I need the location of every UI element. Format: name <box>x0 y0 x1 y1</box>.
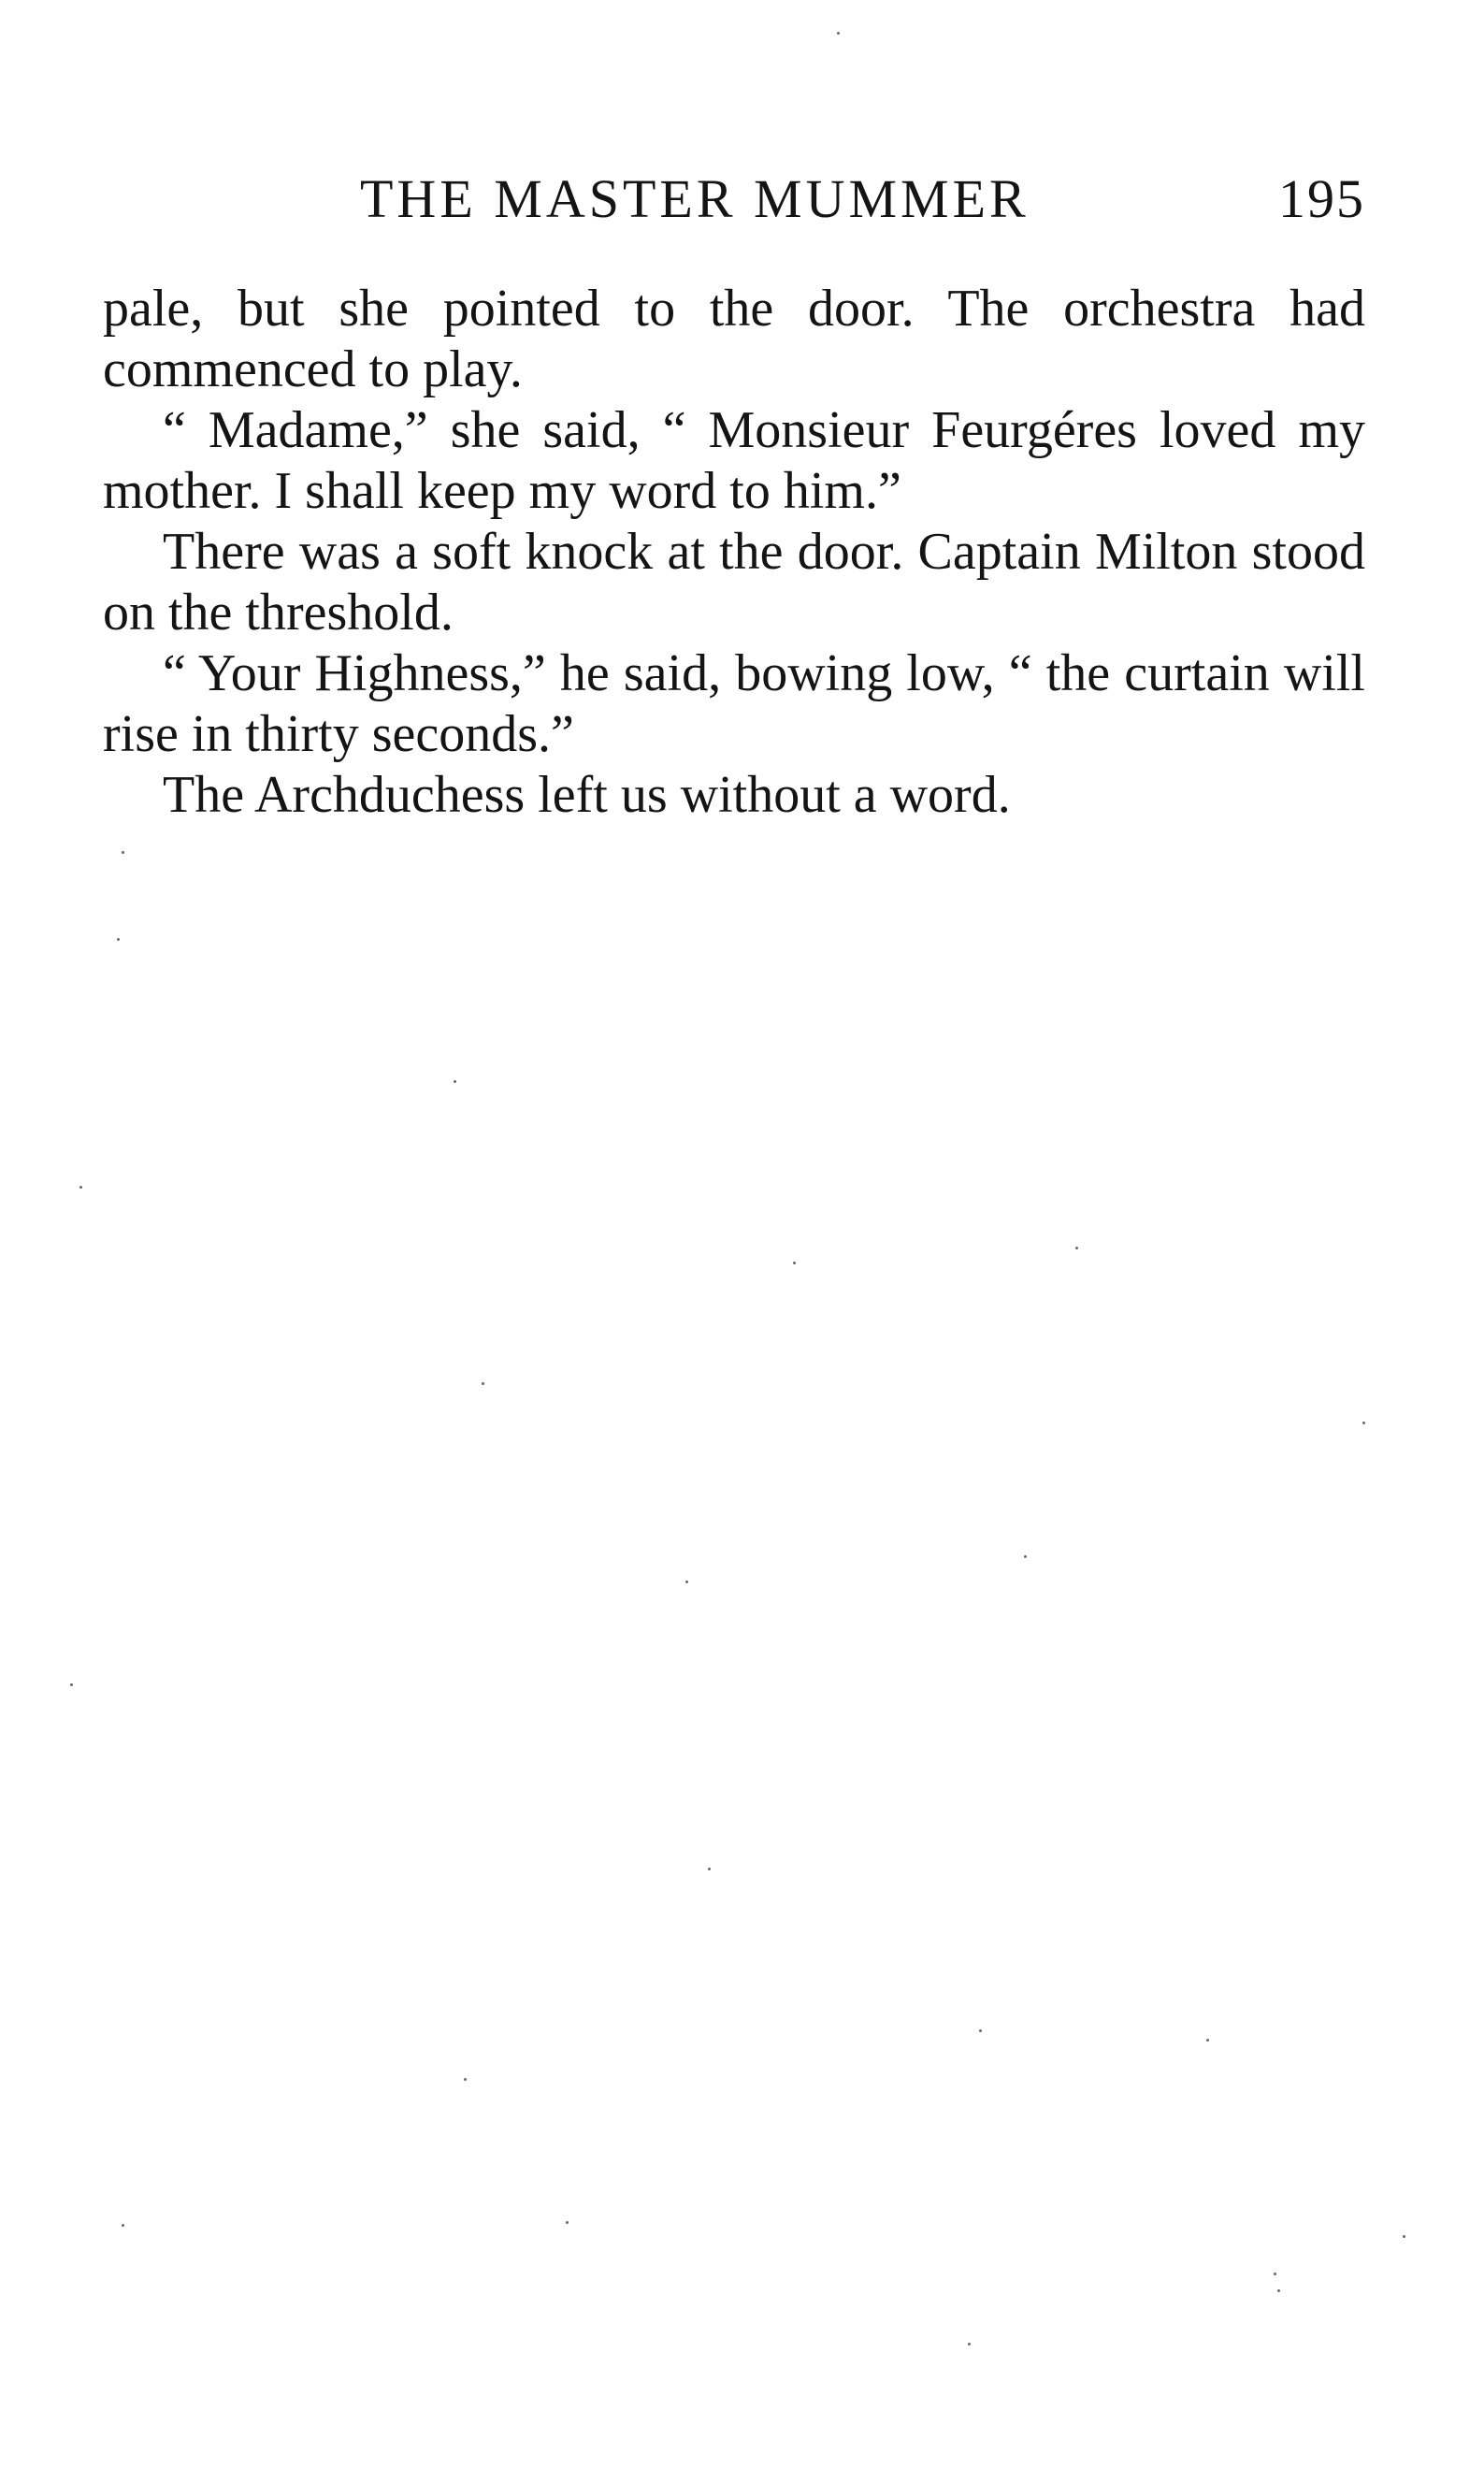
speck <box>1362 1422 1365 1424</box>
paragraph-5: The Archduchess left us without a word. <box>163 766 1011 824</box>
speck <box>1403 2235 1405 2238</box>
speck <box>566 2221 569 2224</box>
paragraph-3: There was a soft knock at the door. Captain Milton stood on the threshold. <box>103 523 1365 642</box>
speck <box>793 1262 796 1264</box>
page-number: 195 <box>1278 168 1365 229</box>
speck <box>1075 1247 1078 1249</box>
speck <box>708 1868 711 1870</box>
speck <box>685 1580 688 1583</box>
speck <box>979 2029 982 2032</box>
paragraph-1: pale, but she pointed to the door. The orchestra had commenced to play. <box>103 280 1365 398</box>
body-text <box>103 279 1365 826</box>
speck <box>1277 2289 1280 2292</box>
speck <box>79 1186 82 1189</box>
running-head <box>103 166 1365 232</box>
speck <box>70 1683 73 1686</box>
speck <box>1274 2273 1276 2275</box>
paragraph-4: “ Your Highness,” he said, bowing low, “ the curtain will rise in thirty seconds.” <box>103 644 1365 763</box>
speck <box>122 2224 124 2227</box>
speck <box>1206 2039 1209 2042</box>
speck <box>117 938 120 941</box>
speck <box>968 2343 971 2345</box>
speck <box>464 2078 467 2081</box>
running-title: THE MASTER MUMMER <box>360 168 1030 229</box>
speck <box>482 1382 484 1385</box>
paragraph-2: “ Madame,” she said, “ Monsieur Feurgéres loved my mother. I shall keep my word to him.” <box>103 401 1365 520</box>
speck <box>454 1080 456 1083</box>
speck <box>1024 1555 1027 1558</box>
speck <box>122 851 124 854</box>
speck <box>837 32 840 35</box>
